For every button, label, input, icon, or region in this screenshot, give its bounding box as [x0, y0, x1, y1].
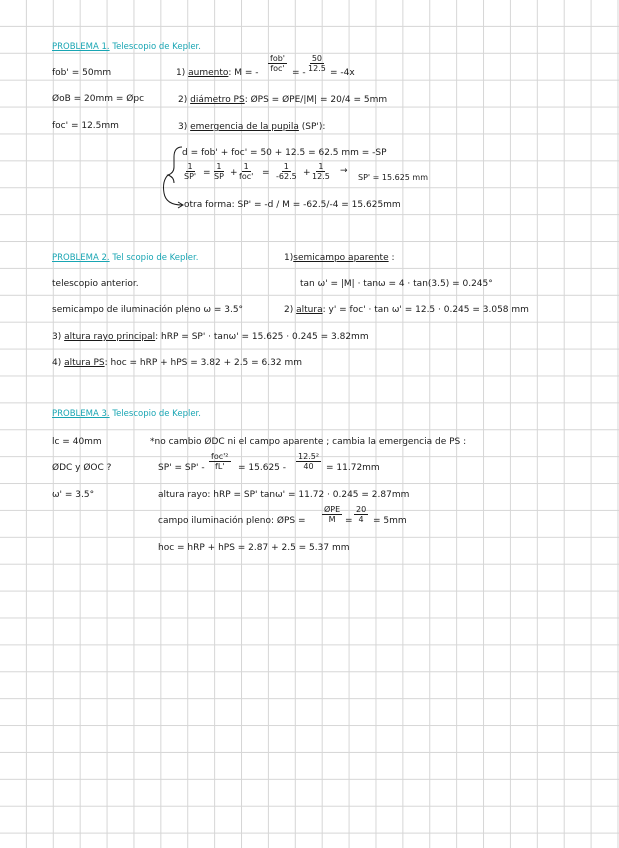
p3-eq1-frac1-den: fL': [215, 462, 225, 471]
p1-given-foc: foc' = 12.5mm: [52, 121, 119, 131]
p2-r2: [284, 305, 529, 316]
problem-1-number: PROBLEMA 1.: [52, 42, 110, 52]
p1-inv-frac2-num: 1: [216, 162, 222, 171]
p2-line-1: telescopio anterior.: [52, 279, 139, 289]
p2-i3-eq: : hRP = SP' · tanω' = 15.625 · 0.245 = 3.82mm: [155, 332, 369, 342]
p1-inv-frac4-den: -62.5: [276, 172, 297, 181]
p1-inv-frac-2: [212, 162, 226, 181]
p1-step1-frac1-num: fob': [270, 54, 285, 63]
p1-step3: [178, 122, 325, 133]
p1-inv-frac-1: [182, 162, 198, 181]
problem-3-heading: [52, 409, 201, 420]
p3-eq1-frac2-num: 12.5²: [298, 452, 320, 461]
p1-step3-number: 3): [178, 122, 188, 132]
p1-step1-eq-end: = -4x: [330, 68, 355, 78]
p1-inv-frac5-num: 1: [318, 162, 324, 171]
p3-eq3-mid: =: [345, 516, 353, 526]
p2-r1-label: semicampo aparente: [293, 253, 389, 263]
p2-i3-label: altura rayo principal: [64, 332, 156, 342]
p2-i4-label: altura PS: [64, 358, 105, 368]
p1-inv-frac3-den: foc': [239, 172, 254, 181]
p2-r1-number: 1): [284, 253, 294, 263]
p3-eq3-start: campo iluminación pleno: ØPS =: [158, 516, 306, 526]
p1-inv-eq2: =: [262, 168, 270, 178]
problem-3-number: PROBLEMA 3.: [52, 409, 110, 419]
p1-step1-eq-mid: = -: [292, 68, 306, 78]
p3-given-question: ØDC y ØOC ?: [52, 463, 112, 473]
p1-step3-rest: (SP'):: [298, 122, 326, 132]
p3-eq3-fraction-1: [322, 505, 342, 524]
p3-eq1-fraction-1: [209, 452, 231, 471]
p1-inv-frac5-den: 12.5: [312, 172, 330, 181]
p3-eq2: altura rayo: hRP = SP' tanω' = 11.72 · 0.245 = 2.87mm: [158, 490, 410, 500]
p1-inv-plus2: +: [303, 168, 311, 178]
problem-1-title: Telescopio de Kepler.: [109, 42, 201, 52]
p1-step1-number: 1): [176, 68, 186, 78]
p3-eq3-frac2-den: 4: [358, 515, 364, 524]
p1-step2-eq: : ØPS = ØPE/|M| = 20/4 = 5mm: [244, 95, 388, 105]
p1-step1-frac2-num: 50: [311, 54, 322, 63]
p3-note: *no cambio ØDC ni el campo aparente ; cambia la emergencia de PS :: [150, 437, 467, 447]
p3-eq3-fraction-2: [354, 505, 368, 524]
problem-2-heading: [52, 253, 198, 264]
problem-2-number: PROBLEMA 2.: [52, 253, 110, 263]
p2-r2-eq: : y' = foc' · tan ω' = 12.5 · 0.245 = 3.058 mm: [322, 305, 529, 315]
p2-r1-colon: :: [388, 253, 395, 263]
p1-given-dob: ØoB = 20mm = Øpc: [52, 94, 145, 104]
p2-r2-number: 2): [284, 305, 294, 315]
p3-eq1-frac2-den: 40: [303, 462, 314, 471]
p1-inv-frac-3: [237, 162, 255, 181]
p1-other-form: otra forma: SP' = -d / M = -62.5/-4 = 15.625mm: [184, 200, 401, 210]
p1-inv-frac1-den: SP': [184, 172, 197, 181]
p3-eq3-frac1-num: ØPE: [324, 505, 341, 514]
p3-eq1-start: SP' = SP' -: [158, 463, 205, 473]
p1-step1-fraction-1: [268, 54, 287, 73]
p2-i4: [52, 358, 302, 369]
p2-i3: [52, 332, 369, 343]
p1-inv-eq1: =: [203, 168, 211, 178]
p1-inv-frac3-num: 1: [243, 162, 249, 171]
p1-step1: [176, 68, 259, 79]
p3-eq1-mid: = 15.625 -: [238, 463, 287, 473]
p3-eq3-frac2-num: 20: [356, 505, 367, 514]
p2-i3-number: 3): [52, 332, 62, 342]
p2-i4-eq: : hoc = hRP + hPS = 3.82 + 2.5 = 6.32 mm: [104, 358, 302, 368]
arrow-right-icon: →: [340, 166, 348, 176]
p1-inv-frac-5: [310, 162, 332, 181]
p3-given-omega: ω' = 3.5°: [52, 490, 95, 500]
p1-distance-line: d = fob' + foc' = 50 + 12.5 = 62.5 mm = -SP: [182, 148, 387, 158]
p2-line-2: semicampo de iluminación pleno ω = 3.5°: [52, 305, 244, 315]
problem-2-title: Tel scopio de Kepler.: [109, 253, 199, 263]
p2-i4-number: 4): [52, 358, 62, 368]
p3-eq1-frac1-num: foc'²: [211, 452, 229, 461]
p3-eq1-fraction-2: [296, 452, 321, 471]
p3-eq1-end: = 11.72mm: [326, 463, 380, 473]
p1-step1-label: aumento: [188, 68, 229, 78]
p1-step3-label: emergencia de la pupila: [190, 122, 299, 132]
p1-step1-frac1-den: foc': [270, 64, 285, 73]
p1-step1-fraction-2: [306, 54, 328, 73]
p1-inv-frac1-num: 1: [187, 162, 193, 171]
p1-step2: [178, 95, 387, 106]
p1-inv-result: SP' = 15.625 mm: [358, 173, 429, 182]
p2-r1: [284, 253, 395, 264]
p3-given-lc: lc = 40mm: [52, 437, 102, 447]
p1-inv-plus1: +: [230, 168, 238, 178]
p1-inv-frac2-den: SP: [214, 172, 224, 181]
p3-eq3-end: = 5mm: [373, 516, 407, 526]
p1-inv-frac4-num: 1: [283, 162, 289, 171]
p1-step1-eq-start: : M = -: [228, 68, 259, 78]
p3-eq3-frac1-den: M: [328, 515, 336, 524]
problem-1-heading: [52, 42, 201, 53]
p3-eq4: hoc = hRP + hPS = 2.87 + 2.5 = 5.37 mm: [158, 543, 350, 553]
p1-given-fob: fob' = 50mm: [52, 68, 112, 78]
p2-r1-eq: tan ω' = |M| · tanω = 4 · tan(3.5) = 0.245°: [300, 279, 493, 289]
p1-inv-frac-4: [274, 162, 299, 181]
p1-step2-number: 2): [178, 95, 188, 105]
p2-r2-label: altura: [296, 305, 323, 315]
p1-step1-frac2-den: 12.5: [308, 64, 326, 73]
p1-step2-label: diámetro PS: [190, 95, 245, 105]
problem-3-title: Telescopio de Kepler.: [109, 409, 201, 419]
